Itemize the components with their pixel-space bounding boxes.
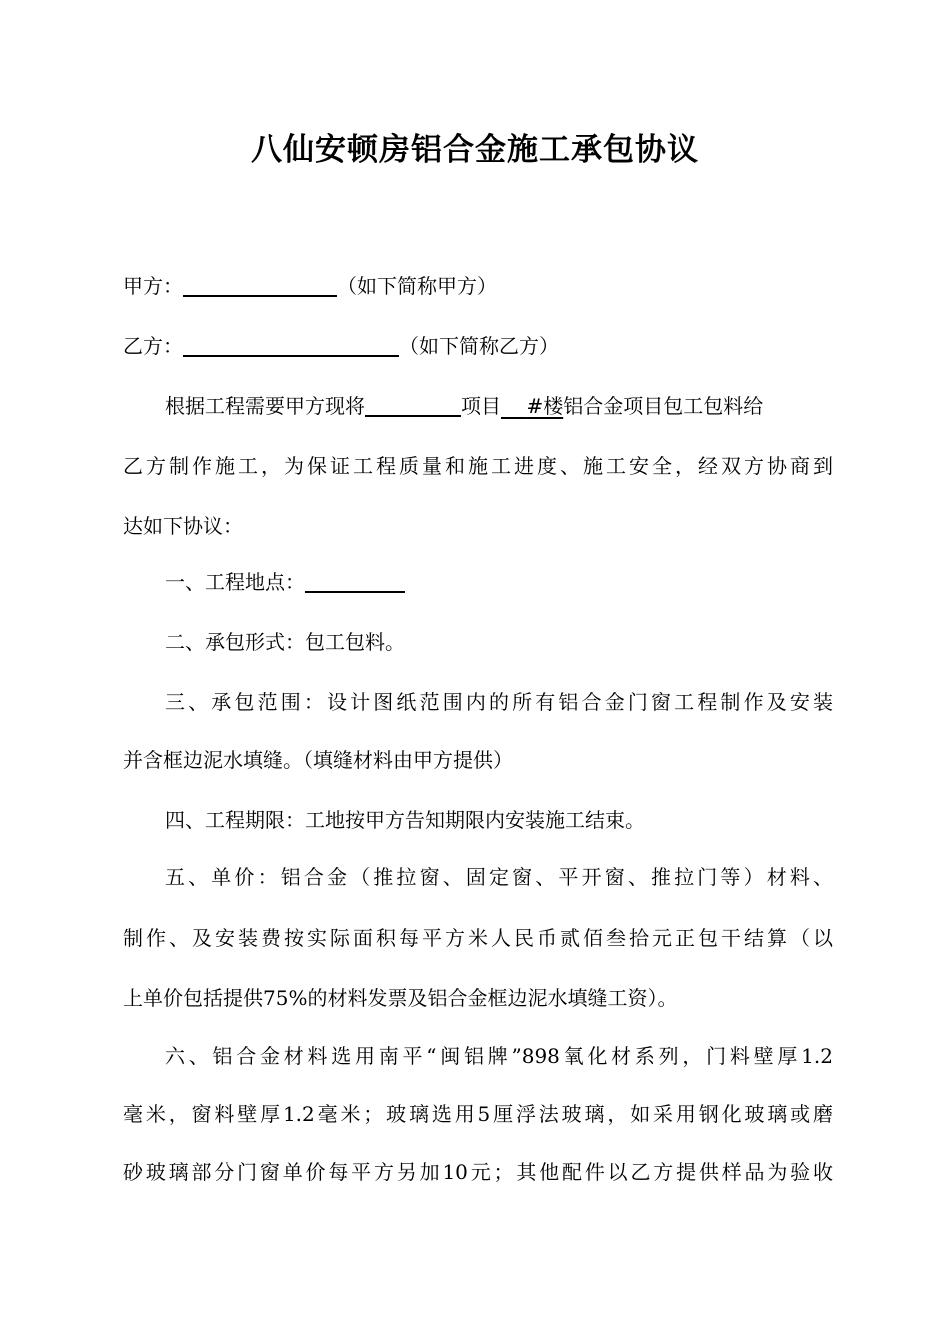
clause-1-label: 一、工程地点：: [165, 570, 305, 594]
project-blank: [365, 391, 461, 417]
clause-5-line-2: 制作、及安装费按实际面积每平方米人民币贰佰叁拾元正包干结算（以: [123, 926, 833, 950]
intro-line-1: [165, 391, 833, 421]
party-b-blank: [183, 331, 399, 357]
intro-text-2: 项目: [461, 394, 501, 418]
party-b-line: [123, 331, 833, 361]
clause-3-line-1: 三、承包范围：设计图纸范围内的所有铝合金门窗工程制作及安装: [165, 690, 833, 714]
clause-6-line-2: 毫米，窗料壁厚1.2毫米；玻璃选用5厘浮法玻璃，如采用钢化玻璃或磨: [123, 1102, 833, 1126]
intro-text-3: 铝合金项目包工包料给: [563, 394, 764, 418]
clause-1: [165, 567, 833, 597]
building-label: #楼: [526, 394, 564, 418]
intro-line-2: 乙方制作施工，为保证工程质量和施工进度、施工安全，经双方协商到: [123, 454, 833, 478]
intro-line-3: 达如下协议：: [123, 514, 243, 538]
clause-5-line-1: 五、单价：铝合金（推拉窗、固定窗、平开窗、推拉门等）材料、: [165, 865, 833, 889]
building-number: [501, 394, 563, 418]
clause-6-line-1: 六、铝合金材料选用南平“闽铝牌”898氧化材系列，门料壁厚1.2: [165, 1044, 833, 1068]
party-a-label: 甲方：: [123, 274, 183, 298]
party-a-line: [123, 271, 833, 301]
party-b-label: 乙方：: [123, 334, 183, 358]
party-a-blank: [183, 271, 337, 297]
clause-2: 二、承包形式：包工包料。: [165, 630, 405, 654]
document-title: 八仙安顿房铝合金施工承包协议: [251, 132, 699, 168]
clause-5-line-3: 上单价包括提供75%的材料发票及铝合金框边泥水填缝工资）。: [123, 986, 678, 1010]
intro-text-1: 根据工程需要甲方现将: [165, 394, 365, 418]
clause-6-line-3: 砂玻璃部分门窗单价每平方另加10元；其他配件以乙方提供样品为验收: [123, 1160, 833, 1184]
location-blank: [305, 567, 405, 593]
party-a-note: （如下简称甲方）: [337, 274, 497, 298]
party-b-note: （如下简称乙方）: [399, 334, 559, 358]
clause-3-line-2: 并含框边泥水填缝。（填缝材料由甲方提供）: [123, 748, 513, 772]
clause-4: 四、工程期限：工地按甲方告知期限内安装施工结束。: [165, 808, 645, 832]
